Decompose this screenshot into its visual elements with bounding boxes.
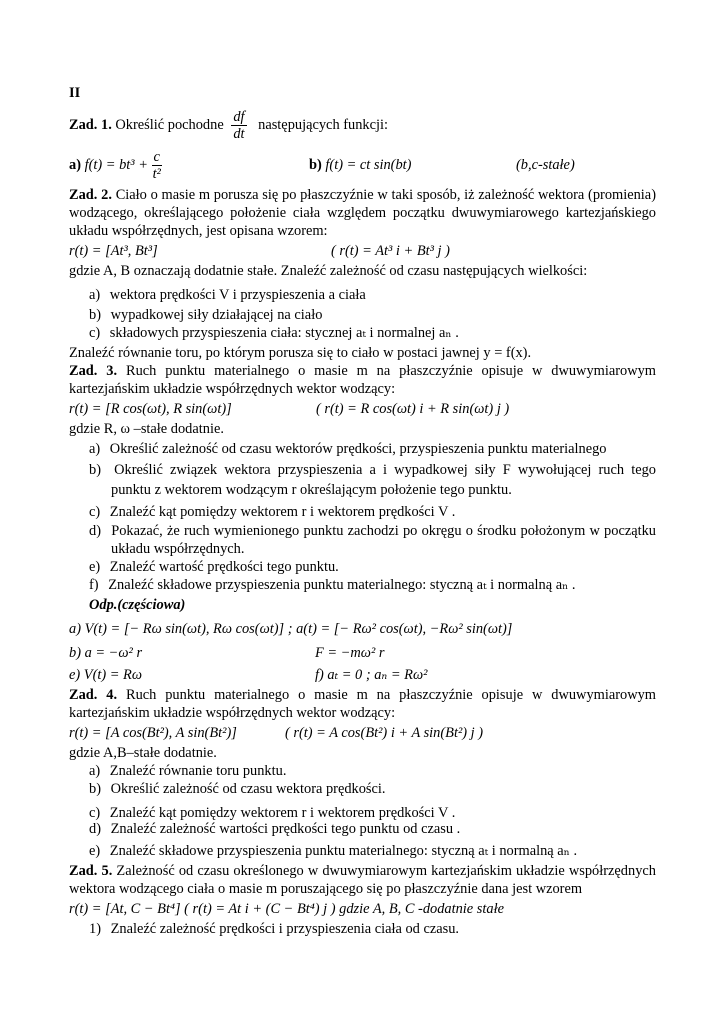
z2-item-b bbox=[69, 306, 656, 324]
z3-answer-b2: F = −mω² r bbox=[315, 645, 385, 661]
z4-formula-alt: ( r(t) = A cos(Bt²) i + A sin(Bt²) j ) bbox=[285, 725, 484, 741]
z4-item-e-label: e) bbox=[89, 843, 101, 859]
z1-derivative-fraction bbox=[231, 109, 246, 142]
z3-item-f-label: f) bbox=[89, 577, 99, 593]
z3-item-a-label: a) bbox=[89, 441, 101, 457]
z4-item-a-text: Znaleźć równanie toru punktu. bbox=[109, 763, 287, 779]
z2-item-a bbox=[69, 286, 656, 306]
z2-item-c bbox=[69, 324, 656, 344]
z4-item-e bbox=[69, 838, 656, 862]
z3-formula-alt: ( r(t) = R cos(ωt) i + R sin(ωt) j ) bbox=[316, 401, 510, 417]
document-page bbox=[69, 84, 656, 938]
z3-answer-e: e) V(t) = Rω bbox=[69, 667, 143, 683]
z3-item-d-label: d) bbox=[89, 523, 101, 539]
z3-item-d-text: Pokazać, że ruch wymienionego punktu zachodzi po okręgu o środku położonym w początku układu współrzędnych. bbox=[111, 523, 657, 557]
z1-a-frac-den: t² bbox=[152, 166, 161, 183]
z2-item-b-label: b) bbox=[89, 307, 101, 323]
z3-intro bbox=[69, 362, 656, 398]
z5-formula: r(t) = [At, C − Bt⁴] ( r(t) = At i + (C − Bt⁴) j ) gdzie A, B, C -dodatnie stałe bbox=[69, 901, 504, 917]
z3-item-b-label: b) bbox=[89, 462, 101, 478]
z4-heading: Zad. 4. bbox=[69, 687, 118, 703]
z1-a-fraction bbox=[152, 149, 162, 182]
z1-a-frac-num: c bbox=[153, 149, 160, 166]
z3-text: Ruch punktu materialnego o masie m na płaszczyźnie opisuje w dwuwymiarowym kartezjańskim układzie współrzędnych wektor wodzący: bbox=[69, 363, 656, 397]
z3-item-f bbox=[69, 576, 656, 596]
z3-where: gdzie R, ω –stałe dodatnie. bbox=[69, 421, 224, 437]
z4-item-b bbox=[69, 780, 656, 802]
z2-text: Ciało o masie m porusza się po płaszczyźnie w taki sposób, iż zależność wektora (promienia) wodzącego, określającego położenie ciała względem początku dwuwymiarowego kartezjańskiego układu współrzędnych, jest opisana wzorem: bbox=[69, 187, 656, 239]
z4-item-a-label: a) bbox=[89, 763, 101, 779]
z2-item-c-text: składowych przyspieszenia ciała: stycznej aₜ i normalnej aₙ . bbox=[109, 325, 459, 341]
z3-heading: Zad. 3. bbox=[69, 363, 118, 379]
z1-a-expr: f(t) = bt³ + bbox=[84, 157, 148, 173]
z3-item-f-text: Znaleźć składowe przyspieszenia punktu materialnego: styczną aₜ i normalną aₙ . bbox=[108, 577, 576, 593]
z3-answer-heading: Odp.(częściowa) bbox=[89, 597, 186, 613]
z3-item-c bbox=[69, 500, 656, 522]
z4-formula: r(t) = [A cos(Bt²), A sin(Bt²)] bbox=[69, 725, 237, 741]
z4-intro bbox=[69, 686, 656, 722]
z3-item-a-text: Określić zależność od czasu wektorów prędkości, przyspieszenia punktu materialnego bbox=[109, 441, 607, 457]
z1-frac-den: dt bbox=[233, 126, 245, 143]
z5-intro bbox=[69, 862, 656, 898]
z1-b-expr: f(t) = ct sin(bt) bbox=[325, 157, 412, 173]
z1-functions bbox=[69, 144, 656, 186]
z3-answer-a: a) V(t) = [− Rω sin(ωt), Rω cos(ωt)] ; a(t) = [− Rω² cos(ωt), −Rω² sin(ωt)] bbox=[69, 621, 513, 637]
z3-formula: r(t) = [R cos(ωt), R sin(ωt)] bbox=[69, 401, 232, 417]
z3-item-e-text: Znaleźć wartość prędkości tego punktu. bbox=[109, 559, 339, 575]
z1-note: (b,c-stałe) bbox=[516, 157, 575, 173]
z2-end: Znaleźć równanie toru, po którym porusza się to ciało w postaci jawnej y = f(x). bbox=[69, 345, 532, 361]
z2-heading: Zad. 2. bbox=[69, 187, 112, 203]
z2-item-b-text: wypadkowej siły działającej na ciało bbox=[110, 307, 323, 323]
z5-text: Zależność od czasu określonego w dwuwymiarowym kartezjańskim układzie współrzędnych wektora wodzącego ciała o masie m poruszającego się po płaszczyźnie dana jest wzorem bbox=[69, 863, 656, 897]
z2-item-c-label: c) bbox=[89, 325, 101, 341]
z5-item-1 bbox=[69, 920, 656, 938]
z2-list bbox=[69, 286, 656, 344]
z4-item-c-label: c) bbox=[89, 805, 101, 821]
z1-b-label: b) bbox=[309, 157, 322, 173]
z2-formula: r(t) = [At³, Bt³] bbox=[69, 243, 158, 259]
z1-intro bbox=[69, 106, 656, 144]
z4-item-a bbox=[69, 762, 656, 780]
z1-heading: Zad. 1. bbox=[69, 117, 112, 133]
z4-item-b-label: b) bbox=[89, 781, 101, 797]
z3-list bbox=[69, 438, 656, 596]
z4-item-d-label: d) bbox=[89, 821, 101, 837]
z1-text-b: następujących funkcji: bbox=[258, 117, 388, 133]
z4-item-c bbox=[69, 802, 656, 820]
z3-item-a bbox=[69, 438, 656, 460]
z3-item-e bbox=[69, 558, 656, 576]
section-number: II bbox=[69, 85, 81, 101]
z1-frac-num: df bbox=[233, 109, 245, 126]
z3-answer-f: f) aₜ = 0 ; aₙ = Rω² bbox=[315, 667, 428, 683]
z5-heading: Zad. 5. bbox=[69, 863, 113, 879]
z2-formula-row bbox=[69, 240, 656, 262]
z3-item-c-text: Znaleźć kąt pomiędzy wektorem r i wektorem prędkości V . bbox=[109, 504, 456, 520]
z3-item-b-text: Określić związek wektora przyspieszenia a i wypadkowej siły F wywołującej ruch tego punktu z wektorem wodzącym r określającym położenie tego punktu. bbox=[111, 462, 656, 498]
z1-a-label: a) bbox=[69, 157, 81, 173]
z3-answer-ef-row bbox=[69, 664, 656, 686]
z3-answer-b1: b) a = −ω² r bbox=[69, 645, 143, 661]
z2-item-a-text: wektora prędkości V i przyspieszenia a ciała bbox=[109, 287, 366, 303]
z2-formula-alt: ( r(t) = At³ i + Bt³ j ) bbox=[331, 243, 450, 259]
z4-item-c-text: Znaleźć kąt pomiędzy wektorem r i wektorem prędkości V . bbox=[109, 805, 456, 821]
z1-text-a: Określić pochodne bbox=[115, 117, 224, 133]
z4-list bbox=[69, 762, 656, 862]
section-heading bbox=[69, 84, 656, 106]
z4-item-e-text: Znaleźć składowe przyspieszenia punktu materialnego: styczną aₜ i normalną aₙ . bbox=[109, 843, 578, 859]
z5-item-1-text: Znaleźć zależność prędkości i przyspieszenia ciała od czasu. bbox=[110, 921, 460, 937]
z4-text: Ruch punktu materialnego o masie m na płaszczyźnie opisuje w dwuwymiarowym kartezjańskim układzie współrzędnych wektor wodzący: bbox=[69, 687, 656, 721]
z4-where: gdzie A,B–stałe dodatnie. bbox=[69, 745, 217, 761]
z4-item-d bbox=[69, 820, 656, 838]
z3-item-c-label: c) bbox=[89, 504, 101, 520]
z4-item-b-text: Określić zależność od czasu wektora prędkości. bbox=[110, 781, 386, 797]
z4-formula-row bbox=[69, 722, 656, 744]
z2-intro bbox=[69, 186, 656, 240]
z4-item-d-text: Znaleźć zależność wartości prędkości tego punktu od czasu . bbox=[110, 821, 461, 837]
z3-item-d bbox=[69, 522, 656, 558]
z3-item-e-label: e) bbox=[89, 559, 101, 575]
z3-formula-row bbox=[69, 398, 656, 420]
z2-where: gdzie A, B oznaczają dodatnie stałe. Znaleźć zależność od czasu następujących wielkości: bbox=[69, 263, 588, 279]
z5-item-1-label: 1) bbox=[89, 921, 101, 937]
z2-item-a-label: a) bbox=[89, 287, 101, 303]
z3-item-b bbox=[69, 460, 656, 500]
z1-b bbox=[309, 144, 411, 186]
z3-answer-b-row bbox=[69, 642, 656, 664]
